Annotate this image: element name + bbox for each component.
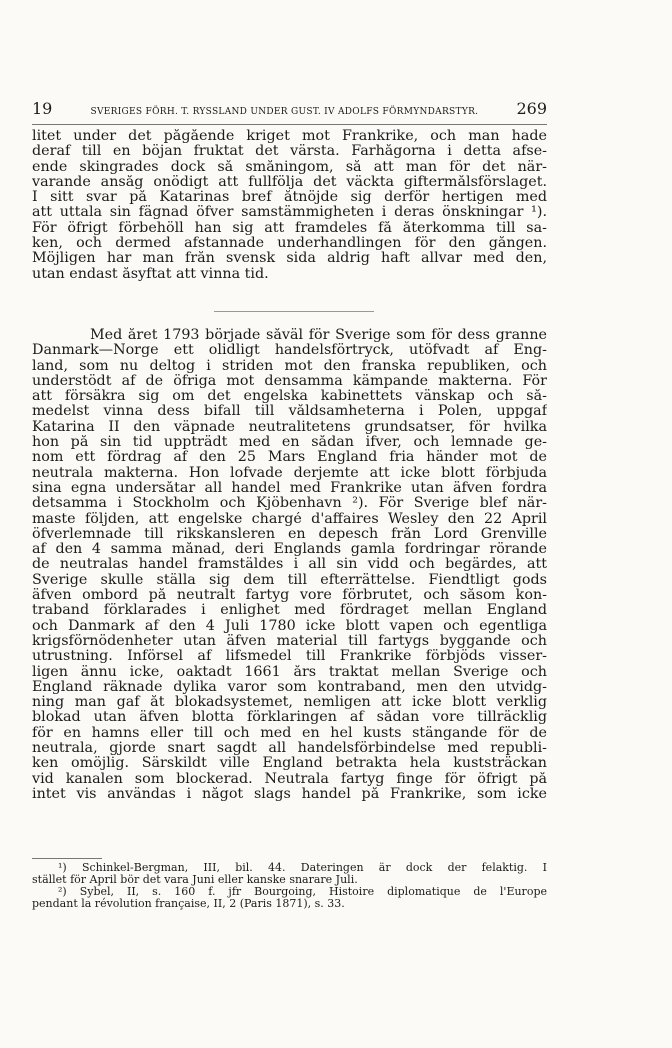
footnotes	[32, 862, 547, 910]
text-line: För öfrigt förbehöll han sig att framdeles få återkomma till sa-	[32, 220, 547, 236]
text-line: litet under det pågående kriget mot Frankrike, och man hade	[32, 129, 547, 144]
text-line: krigsförnödenheter utan äfven material till fartygs byggande och	[32, 633, 547, 649]
text-line: ning man gaf åt blokadsystemet, nemligen att icke blott verklig	[32, 695, 547, 711]
footnote-line: ²) Sybel, II, s. 160 f. jfr Bourgoing, Histoire diplomatique de l'Europe	[58, 885, 547, 898]
text-line: understödt af de öfriga mot densamma kämpande makterna. För	[32, 373, 547, 389]
text-line: de neutralas handel framstäldes i all sin vidd och begärdes, att	[32, 557, 547, 573]
paragraph-2	[32, 328, 547, 802]
text-line: nom ett fördrag af den 25 Mars England fria händer mot de	[32, 450, 547, 466]
text-line: intet vis användas i något slags handel på Frankrike, som icke	[32, 786, 547, 802]
text-line: sina egna undersåtar all handel med Frankrike utan äfven fordra	[32, 480, 547, 496]
text-line: att försäkra sig om det engelska kabinettets vänskap och så-	[32, 389, 547, 405]
paragraph-1	[32, 129, 547, 282]
text-line: Danmark—Norge ett olidligt handelsförtryck, utöfvadt af Eng-	[32, 343, 547, 359]
text-line: och Danmark af den 4 Juli 1780 icke blott vapen och egentliga	[32, 618, 547, 634]
footnote-line: stället för April bör det vara Juni eller kanske snarare Juli.	[32, 873, 358, 886]
header-rule	[32, 124, 547, 125]
text-line: medelst vinna dess bifall till våldsamheterna i Polen, uppgaf	[32, 404, 547, 420]
text-line: öfverlemnade till rikskansleren en depesch från Lord Grenville	[32, 526, 547, 542]
text-line: I sitt svar på Katarinas bref åtnöjde sig derför hertigen med	[32, 190, 547, 206]
text-line: traband förklarades i enlighet med fördraget mellan England	[32, 603, 547, 619]
volume-number: 19	[32, 99, 53, 118]
text-line: Med året 1793 började såväl för Sverige som för dess granne	[90, 328, 547, 343]
text-line: blokad utan äfven blotta förklaringen af sådan vore tillräcklig	[32, 710, 547, 726]
text-line: maste följden, att engelske chargé d'affaires Wesley den 22 April	[32, 511, 547, 527]
page-number: 269	[516, 99, 547, 118]
text-line: Sverige skulle ställa sig dem till efterrättelse. Fiendtligt gods	[32, 572, 547, 588]
text-line: utan endast åsyftat att vinna tid.	[32, 266, 269, 282]
text-line: ende skingrades dock så småningom, så att man för det när-	[32, 159, 547, 175]
footnote-line: ¹) Schinkel-Bergman, III, bil. 44. Dateringen är dock der felaktig. I	[58, 861, 547, 874]
running-header	[32, 99, 547, 118]
text-line: varande ansåg onödigt att fullfölja det väckta giftermålsförslaget.	[32, 174, 547, 190]
text-line: äfven ombord på neutralt fartyg vore förbrutet, och såsom kon-	[32, 588, 547, 604]
text-line: neutrala, gjorde snart sagdt all handelsförbindelse med republi-	[32, 741, 547, 757]
text-line: utrustning. Införsel af lifsmedel till Frankrike förbjöds visser-	[32, 649, 547, 665]
text-line: af den 4 samma månad, deri Englands gamla fordringar rörande	[32, 542, 547, 558]
text-line: land, som nu deltog i striden mot den franska republiken, och	[32, 358, 547, 374]
text-line: ligen ännu icke, oaktadt 1661 års traktat mellan Sverige och	[32, 664, 547, 680]
text-line: detsamma i Stockholm och Kjöbenhavn ²). För Sverige blef när-	[32, 496, 547, 512]
footnote-rule	[32, 858, 102, 859]
text-line: Katarina II den väpnade neutralitetens grundsatser, för hvilka	[32, 419, 547, 435]
text-line: för en hamns eller till och med en hel kusts stängande för de	[32, 725, 547, 741]
text-line: ken, och dermed afstannade underhandlingen för den gången.	[32, 236, 547, 252]
text-line: Möjligen har man från svensk sida aldrig haft allvar med den,	[32, 251, 547, 267]
running-title: SVERIGES FÖRH. T. RYSSLAND UNDER GUST. IV ADOLFS FÖRMYNDARSTYR.	[90, 107, 479, 117]
text-line: hon på sin tid uppträdt med en sådan ifver, och lemnade ge-	[32, 435, 547, 451]
text-line: deraf till en böjan fruktat det värsta. Farhågorna i detta afse-	[32, 144, 547, 160]
footnote-line: pendant la révolution française, II, 2 (Paris 1871), s. 33.	[32, 897, 345, 910]
text-line: ken omöjlig. Särskildt ville England betrakta hela kuststräckan	[32, 756, 547, 772]
text-line: att uttala sin fägnad öfver samstämmigheten i deras önskningar ¹).	[32, 205, 547, 221]
text-line: neutrala makterna. Hon lofvade derjemte att icke blott förbjuda	[32, 465, 547, 481]
section-separator	[214, 311, 374, 312]
text-line: vid kanalen som blockerad. Neutrala fartyg finge för öfrigt på	[32, 771, 547, 787]
text-line: England räknade dylika varor som kontraband, men den utvidg-	[32, 679, 547, 695]
